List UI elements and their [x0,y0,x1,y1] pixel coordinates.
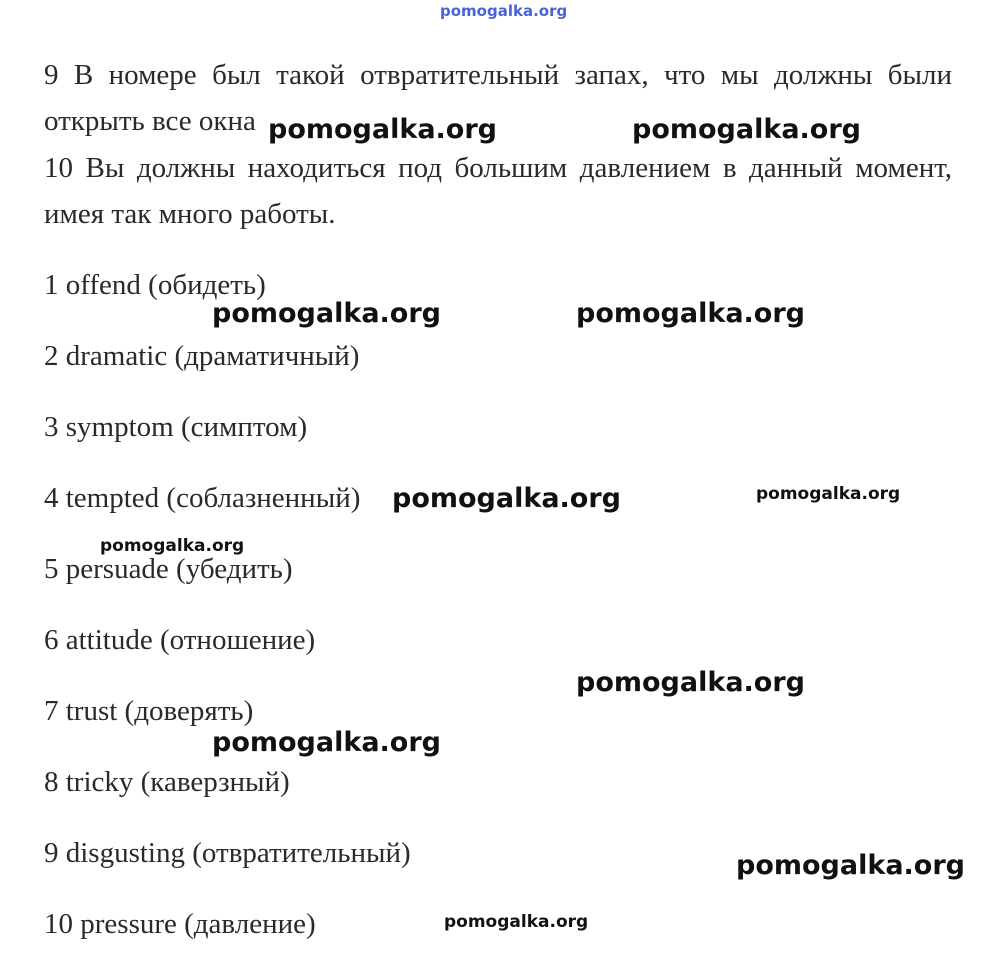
vocab-item-10: 10 pressure (давление) [44,908,316,940]
sentence-10-line-2: имея так много работы. [44,198,336,230]
sentence-10-line-1: 10 Вы должны находиться под большим давлением в данный момент, [44,152,952,184]
watermark: pomogalka.org [212,298,441,329]
watermark: pomogalka.org [756,484,901,504]
watermark: pomogalka.org [632,114,861,145]
vocab-item-1: 1 offend (обидеть) [44,269,266,301]
vocab-item-5: 5 persuade (убедить) [44,553,293,585]
watermark: pomogalka.org [212,727,441,758]
watermark: pomogalka.org [392,483,621,514]
sentence-9-line-1: 9 В номере был такой отвратительный запах, что мы должны были [44,59,952,91]
sentence-9-line-2: открыть все окна [44,105,256,137]
watermark: pomogalka.org [576,667,805,698]
watermark: pomogalka.org [576,298,805,329]
vocab-item-7: 7 trust (доверять) [44,695,254,727]
vocab-item-3: 3 symptom (симптом) [44,411,308,443]
vocab-item-9: 9 disgusting (отвратительный) [44,837,411,869]
watermark: pomogalka.org [736,850,965,881]
header-watermark: pomogalka.org [440,2,568,20]
vocab-item-4: 4 tempted (соблазненный) [44,482,361,514]
vocab-item-6: 6 attitude (отношение) [44,624,316,656]
watermark: pomogalka.org [100,536,245,556]
watermark: pomogalka.org [444,912,589,932]
vocab-item-8: 8 tricky (каверзный) [44,766,290,798]
watermark: pomogalka.org [268,114,497,145]
vocab-item-2: 2 dramatic (драматичный) [44,340,360,372]
